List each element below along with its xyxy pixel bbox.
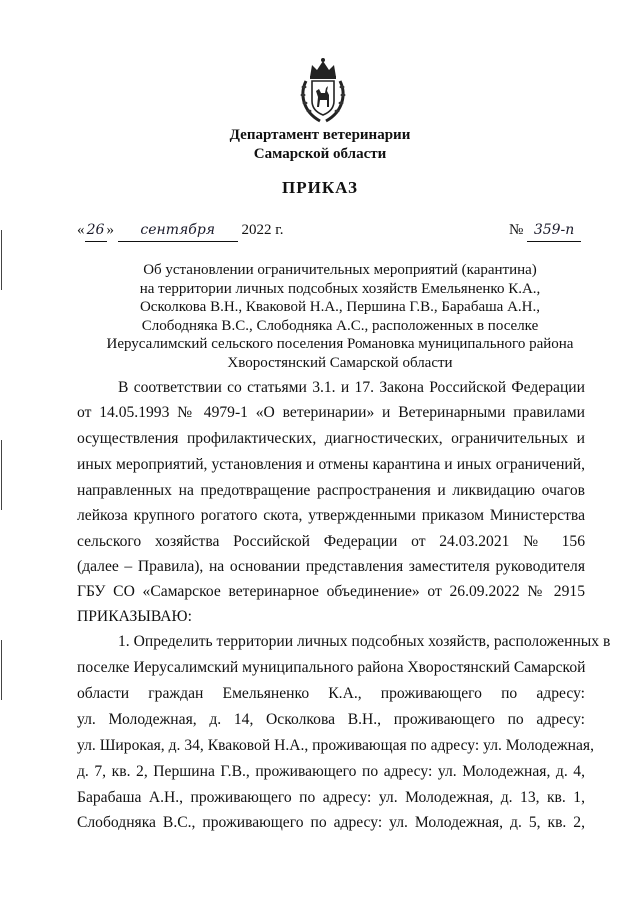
order-number: [509, 219, 581, 242]
department-name-line2: Самарской области: [253, 146, 387, 162]
scan-edge-mark: [1, 440, 2, 510]
subject-line: Хворостянский Самарской области: [227, 354, 453, 371]
date-close-quote: »: [106, 222, 114, 238]
body-line: (далее – Правила), на основании представления заместителя руководителя: [77, 558, 585, 575]
body-line: поселке Иерусалимский муниципального района Хворостянский Самарской: [77, 659, 586, 676]
body-line: В соответствии со статьями 3.1. и 17. Закона Российской Федерации: [118, 379, 585, 396]
subject-line: Об установлении ограничительных мероприятий (карантина): [143, 262, 537, 278]
date-month: сентября: [118, 219, 238, 242]
body-line: д. 7, кв. 2, Першина Г.В., проживающего по адресу: ул. Молодежная, д. 4,: [77, 763, 585, 780]
body-line: ГБУ СО «Самарское ветеринарное объединение» от 26.09.2022 № 2915: [77, 583, 585, 600]
samara-coat-of-arms-icon: [298, 55, 348, 125]
document-title: ПРИКАЗ: [282, 178, 358, 197]
subject-line: Осколкова В.Н., Кваковой Н.А., Першина Г.В., Барабаша А.Н.,: [139, 299, 541, 316]
date-day: 26: [85, 219, 107, 242]
order-directive: ПРИКАЗЫВАЮ:: [77, 608, 192, 625]
body-line: ул. Молодежная, д. 14, Осколкова В.Н., проживающего по адресу:: [77, 711, 585, 728]
subject-line: Слободняка В.С., Слободняка А.С., расположенных в поселке: [141, 317, 539, 334]
date-open-quote: «: [77, 222, 85, 238]
body-line: области граждан Емельяненко К.А., проживающего по адресу:: [77, 685, 585, 702]
body-line: сельского хозяйства Российской Федерации от 24.03.2021 № 156: [77, 533, 585, 550]
date-year: 2022 г.: [241, 222, 284, 238]
subject-line: Иерусалимский сельского поселения Романовка муниципального района: [106, 336, 574, 353]
body-line: ул. Широкая, д. 34, Кваковой Н.А., проживающая по адресу: ул. Молодежная,: [77, 737, 594, 754]
department-name-line1: Департамент ветеринарии: [229, 127, 411, 143]
subject-line: на территории личных подсобных хозяйств Емельяненко К.А.,: [139, 280, 541, 297]
number-prefix: №: [509, 222, 524, 238]
body-line: направленных на предотвращение распространения и ликвидацию очагов: [77, 482, 585, 499]
scan-edge-mark: [1, 640, 2, 700]
body-line: лейкоза крупного рогатого скота, утвержденными приказом Министерства: [77, 507, 585, 524]
scan-edge-mark: [1, 230, 2, 290]
body-line: иных мероприятий, установления и отмены карантина и иных ограничений,: [77, 456, 585, 473]
order-subject: [80, 261, 600, 373]
body-line: от 14.05.1993 № 4979-1 «О ветеринарии» и Ветеринарными правилами: [77, 404, 585, 421]
order-date: [77, 219, 283, 242]
body-line: 1. Определить территории личных подсобных хозяйств, расположенных в: [118, 633, 611, 650]
number-value: 359-п: [527, 219, 581, 242]
body-line: Слободняка В.С., проживающего по адресу: ул. Молодежная, д. 5, кв. 2,: [77, 814, 585, 831]
body-line: Барабаша А.Н., проживающего по адресу: ул. Молодежная, д. 13, кв. 1,: [77, 789, 585, 806]
body-line: осуществления профилактических, диагностических, ограничительных и: [77, 430, 585, 447]
